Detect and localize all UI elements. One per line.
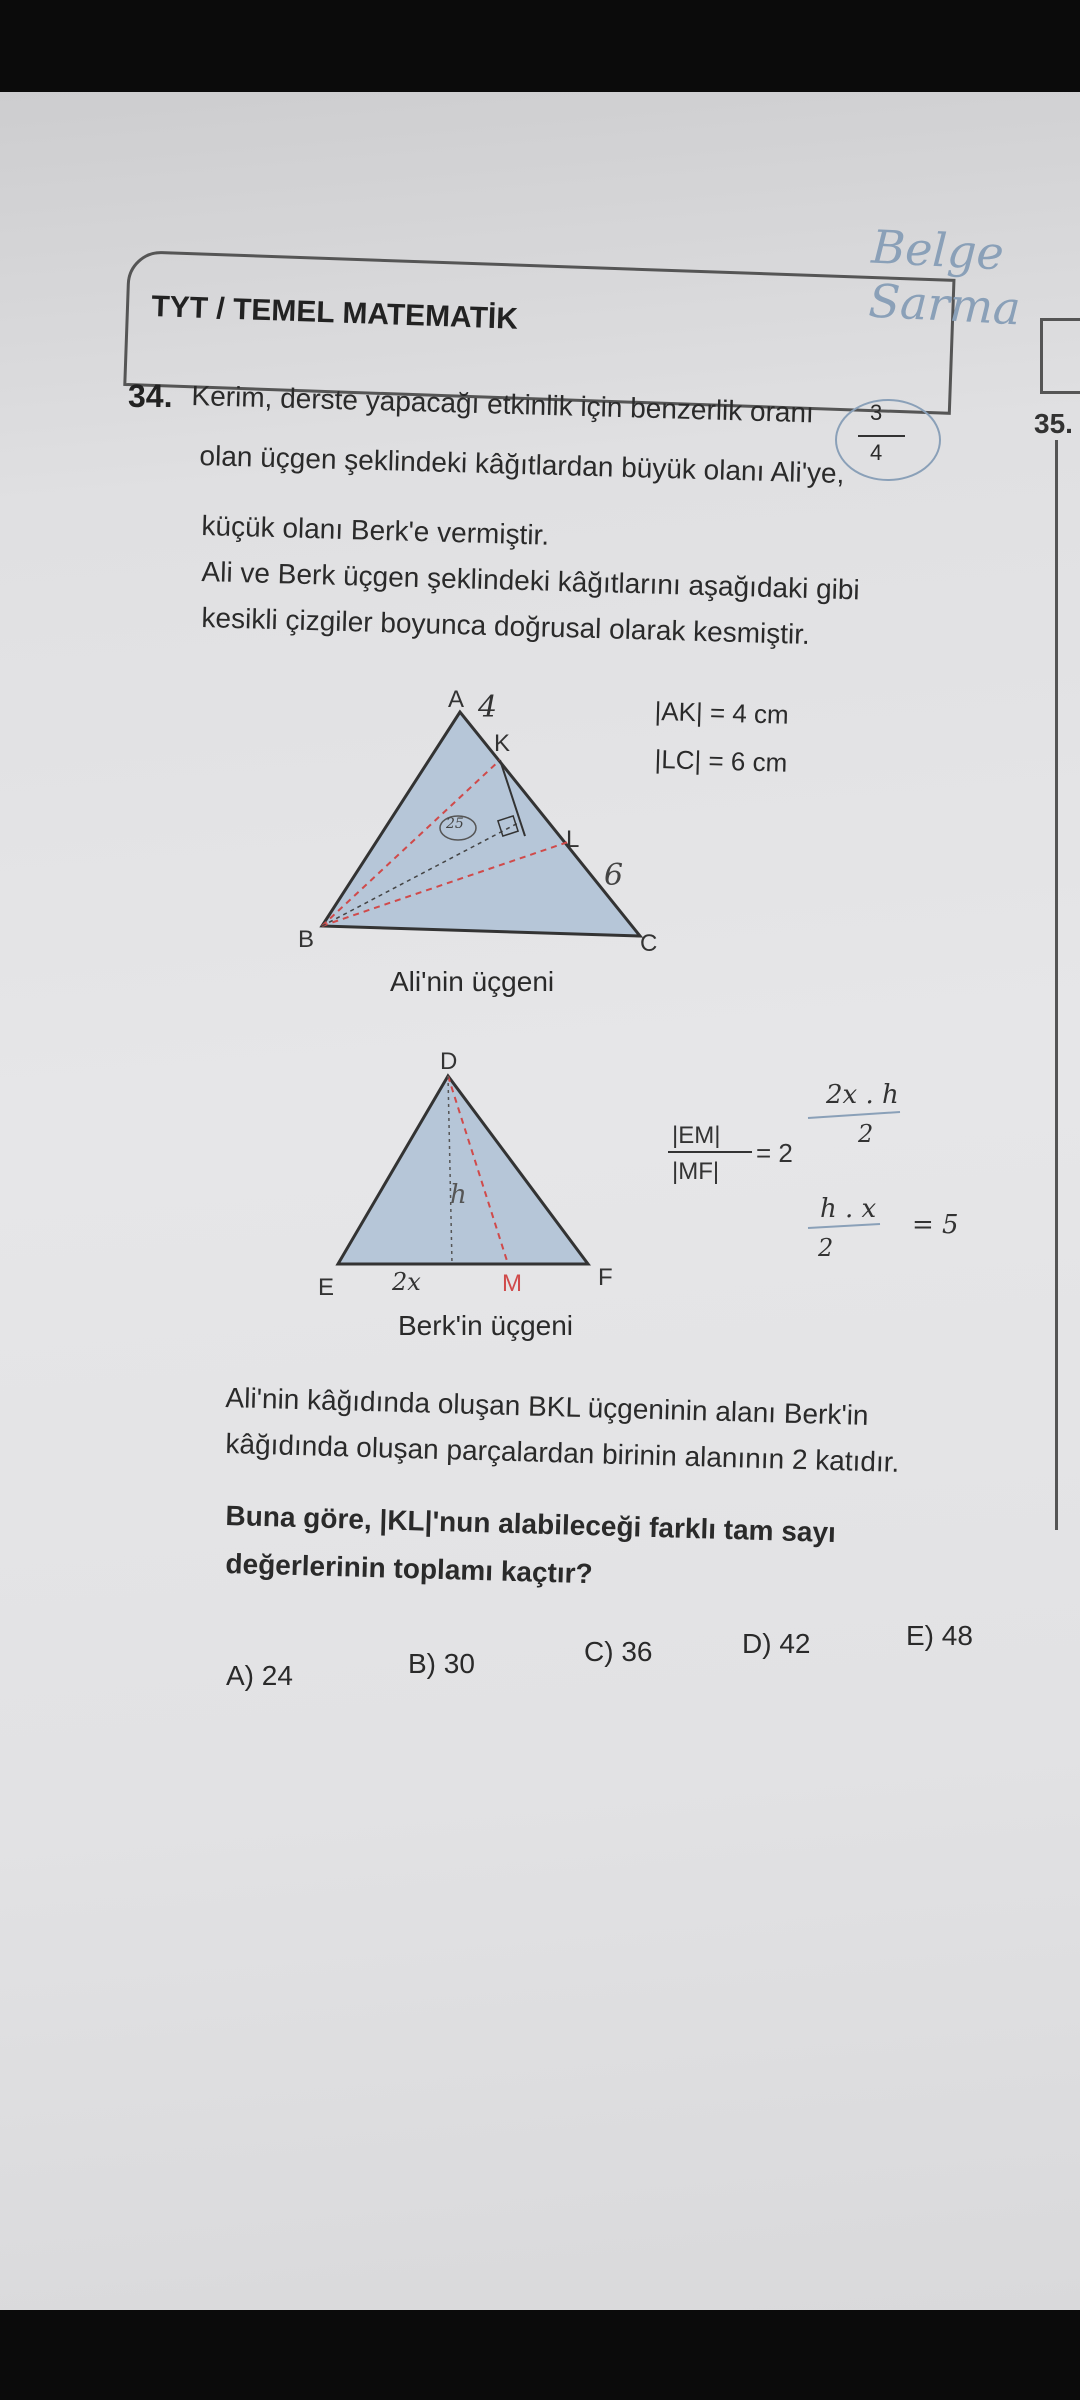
handwritten-2x: 2x <box>392 1268 421 1296</box>
choice-d[interactable]: D) 42 <box>742 1628 811 1659</box>
handwritten-4: 4 <box>478 690 498 725</box>
handwritten-h: h <box>450 1180 467 1210</box>
info-line-1: Ali'nin kâğıdında oluşan BKL üçgeninin alanı Berk'in <box>225 1382 869 1431</box>
point-m: M <box>502 1270 522 1297</box>
ali-caption: Ali'nin üçgeni <box>390 966 555 997</box>
choice-a[interactable]: A) 24 <box>226 1660 293 1691</box>
ratio-mf: |MF| <box>672 1158 720 1185</box>
calc2-top: h . x <box>820 1194 877 1224</box>
calc1-bottom: 2 <box>858 1120 874 1148</box>
similarity-ratio-numerator: 3 <box>870 400 883 425</box>
question-line-2: olan üçgen şeklindeki kâğıtlardan büyük olanı Ali'ye, <box>199 440 845 489</box>
vertex-e: E <box>318 1274 335 1301</box>
point-k: K <box>494 730 511 757</box>
ratio-em: |EM| <box>672 1122 721 1149</box>
calc2-bottom: 2 <box>818 1234 834 1262</box>
vertex-c: C <box>640 930 658 957</box>
question-line-5: kesikli çizgiler boyunca doğrusal olarak kesmiştir. <box>201 602 811 650</box>
point-l: L <box>566 826 580 853</box>
calc1-top: 2x . h <box>826 1080 899 1110</box>
ali-triangle <box>322 712 640 936</box>
vertex-f: F <box>598 1264 613 1291</box>
page-title: TYT / TEMEL MATEMATİK <box>150 290 519 336</box>
bottom-background <box>0 2310 1080 2400</box>
choice-b[interactable]: B) 30 <box>408 1648 475 1679</box>
handwritten-25: 25 <box>446 816 464 832</box>
ratio-value: = 2 <box>756 1138 793 1168</box>
vertex-b: B <box>298 926 315 953</box>
calc2-equals: = 5 <box>912 1210 959 1240</box>
question-line-1: Kerim, derste yapacağı etkinlik için benzerlik oranı <box>191 380 815 429</box>
calc2-bar <box>808 1224 880 1228</box>
question-line-4: Ali ve Berk üçgen şeklindeki kâğıtlarını aşağıdaki gibi <box>201 556 861 606</box>
next-question-number: 35. <box>1034 408 1073 439</box>
handwritten-signature: Belge Sarma <box>867 219 1022 336</box>
vertex-a: A <box>448 686 465 713</box>
choice-e[interactable]: E) 48 <box>906 1620 973 1651</box>
choice-c[interactable]: C) 36 <box>584 1636 653 1667</box>
question-line-3: küçük olanı Berk'e vermiştir. <box>201 510 550 551</box>
given-lc: |LC| = 6 cm <box>654 744 788 778</box>
berk-caption: Berk'in üçgeni <box>398 1310 573 1341</box>
given-ak: |AK| = 4 cm <box>654 696 790 730</box>
calc1-bar <box>808 1112 900 1118</box>
handwritten-circle <box>836 400 940 480</box>
berk-triangle <box>338 1076 588 1264</box>
info-line-2: kâğıdında oluşan parçalardan birinin alanının 2 katıdır. <box>225 1428 900 1478</box>
ask-line-2: değerlerinin toplamı kaçtır? <box>225 1548 594 1590</box>
question-number: 34. <box>128 378 173 414</box>
similarity-ratio-denominator: 4 <box>870 440 883 465</box>
vertex-d: D <box>440 1048 458 1075</box>
handwritten-6: 6 <box>604 858 624 893</box>
ask-line-1: Buna göre, |KL|'nun alabileceği farklı tam sayı <box>225 1500 837 1549</box>
